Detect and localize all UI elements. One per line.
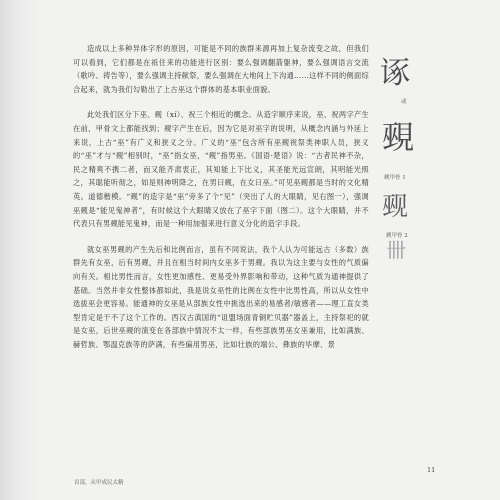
ancient-glyph-2: 覡 xyxy=(382,118,414,156)
body-text xyxy=(73,42,369,351)
ancient-glyph-1: 诼 xyxy=(380,56,409,91)
margin-tag-or: 或 xyxy=(401,99,407,105)
paragraph-2: 此处我们区分下巫、觋（xí）、祝三个相近的概念。从造字顺序来说，巫、祝两字产生在前，甲骨文上都能找到；觋字产生在后，因为它是对巫字的说明，从概念内涵与外延上来说，上古“巫”有广义和狭义之分。广义的“巫”包含所有巫觋祝祭类神职人员，狭义的“巫”才与“觋”相别时，“巫”指女巫，“觋”指男巫。《国语·楚语》说：“古者民神不杂，民之精爽不携二者，而又能齐肃衷正，其知能上下比义，其圣能光远宣朗，其明能光照之，其聪能听彻之，如是则神明降之，在男曰觋，在女曰巫。”可见巫觋都是当时的文化精英。道德楷模。“觋”的造字是“巫”旁多了个“见”（突出了人的大眼睛，见右图一），强调巫觋是“能见鬼神者”，有时候这个大眼睛又放在了巫字下面（图二）。这个大眼睛，并不代表只有男觋能见鬼神，而是一种用加强来进行意义分化的造字手段。 xyxy=(73,110,369,229)
ancient-glyph-3: 觋 xyxy=(382,192,408,222)
paragraph-3: 就女巫男觋的产生先后和比例而言，虽有不同说法，我个人认为可能远古（多数）族群先有女巫，后有男觋，并且在相当时间内女巫多于男觋。我以为这主要与女性的气质偏向有关。相比男性而言，女性更加感性、更易受外界影响和带动，这种气质为通神提供了基础。当然并非女性整体都如此，我是说女巫性的比例在女性中比男性高，所以从女性中选拔巫会更容易。能通神的女巫是从部族女性中挑选出来的易感者/敏感者——理工直女类型肯定是干不了这个工作的。西汉古滇国的“诅盟场面青铜贮贝器”器盖上，主持祭祀的就是女巫，后世巫觋的演变在各部族中情况不太一样，有些部族男巫女巫兼用，比如满族、赫哲族、鄂温克族等的萨满，有些偏用男巫，比如壮族的端公、彝族的毕摩、景 xyxy=(73,244,369,349)
figure-caption-1: 觋甲骨 1 xyxy=(384,175,406,181)
page-number: 11 xyxy=(427,466,436,474)
ancient-glyph-4: 卌 xyxy=(386,238,405,262)
binding-shadow xyxy=(0,0,44,500)
paragraph-1: 造成以上多种异体字形的原因，可能是不同的族群来源再加上复杂流变之故，但我们可以看到，它们都是在祇住来的功能进行区别：要么强调翻箭躯神，要么强调语言交流（歌吟、祷告等），要么强调主持献祭，要么强调在大地间上下沟通……这样不同的侧面综合起来，就为我们勾勒出了上古巫这个群体的基本职业面貌。 xyxy=(73,44,369,94)
running-footer: 首部，从甲成民太精 xyxy=(74,480,124,486)
figure-caption-2: 觋甲骨 2 xyxy=(386,233,408,239)
